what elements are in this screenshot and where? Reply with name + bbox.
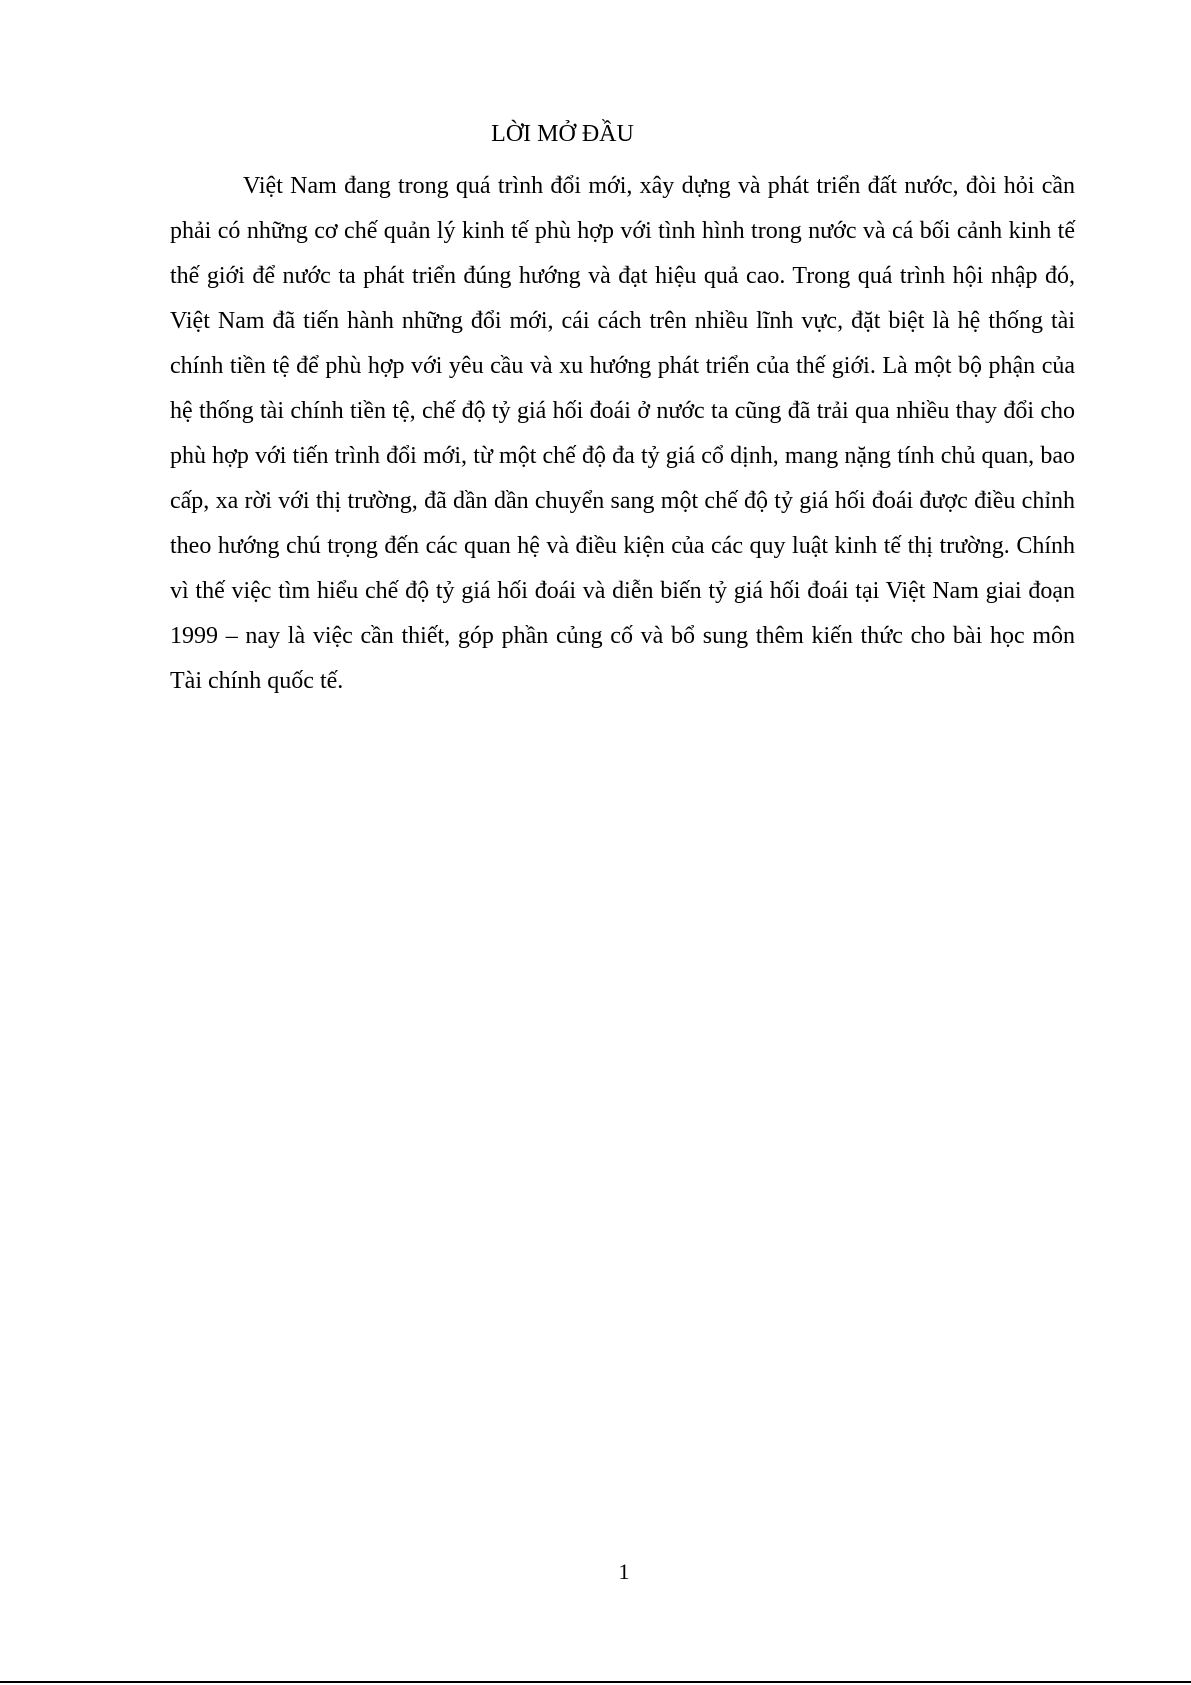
page-number: 1	[618, 1559, 630, 1584]
page-bottom-border	[0, 1681, 1191, 1683]
page-title: LỜI MỞ ĐẦU	[491, 121, 634, 147]
intro-paragraph: Việt Nam đang trong quá trình đổi mới, xây dựng và phát triển đất nước, đòi hỏi cần phải có những cơ chế quản lý kinh tế phù hợp với tình hình trong nước và cá bối cảnh kinh tế thế giới để nước ta phát triển đúng hướng và đạt hiệu quả cao. Trong quá trình hội nhập đó, Việt Nam đã tiến hành những đổi mới, cái cách trên nhiều lĩnh vực, đặt biệt là hệ thống tài chính tiền tệ để phù hợp với yêu cầu và xu hướng phát triển của thế giới. Là một bộ phận của hệ thống tài chính tiền tệ, chế độ tỷ giá hối đoái ở nước ta cũng đã trải qua nhiều thay đổi cho phù hợp với tiến trình đổi mới, từ một chế độ đa tỷ giá cổ dịnh, mang nặng tính chủ quan, bao cấp, xa rời với thị trường, đã dần dần chuyển sang một chế độ tỷ giá hối đoái được điều chỉnh theo hướng chú trọng đến các quan hệ và điều kiện của các quy luật kinh tế thị trường. Chính vì thế việc tìm hiểu chế độ tỷ giá hối đoái và diễn biến tỷ giá hối đoái tại Việt Nam giai đoạn 1999 – nay là việc cần thiết, góp phần củng cố và bổ sung thêm kiến thức cho bài học môn Tài chính quốc tế.	[170, 173, 1075, 694]
